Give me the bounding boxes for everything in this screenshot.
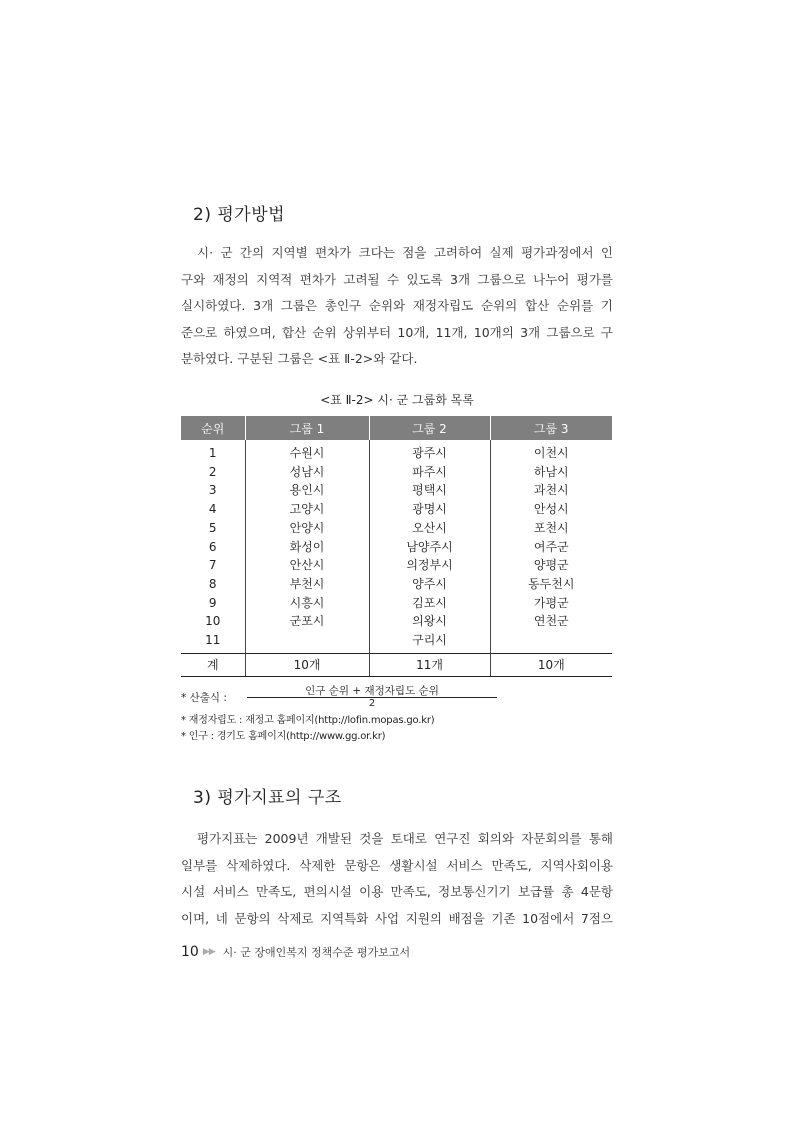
cell-rank: 10	[205, 614, 221, 629]
table-row	[181, 519, 612, 538]
cell-group-2: 오산시	[369, 519, 490, 538]
cell-group-2: 파주시	[369, 463, 490, 482]
table-row	[181, 594, 612, 613]
total-group-2: 11개	[369, 653, 490, 676]
table-row	[181, 538, 612, 557]
cell-group-2: 의왕시	[369, 612, 490, 631]
paragraph-line: 평가지표는 2009년 개발된 것을 토대로 연구진 회의와 자문회의를 통해	[197, 831, 613, 846]
cell-rank: 9	[208, 595, 217, 610]
cell-group-1: 고양시	[245, 500, 369, 519]
cell-group-1: 부천시	[245, 575, 369, 594]
header-group-3: 그룹 3	[490, 416, 612, 440]
cell-group-3: 안성시	[490, 500, 612, 519]
cell-group-3: 가평군	[490, 594, 612, 613]
total-label: 계	[181, 653, 245, 676]
table-row	[181, 556, 612, 575]
paragraph-line: 실시하였다. 3개 그룹은 총인구 순위와 재정자립도 순위의 합산 순위를 기	[181, 298, 613, 313]
group-table	[181, 416, 612, 677]
cell-group-1: 군포시	[245, 612, 369, 631]
double-arrow-icon: ▶▶	[202, 947, 215, 957]
cell-rank: 1	[208, 446, 217, 460]
cell-group-1: 성남시	[245, 463, 369, 482]
source-note-fiscal: * 재정자립도 : 재정고 홈페이지(http://lofin.mopas.go.kr)	[181, 715, 435, 726]
paragraph-line: 준으로 하였으며, 합산 순위 상위부터 10개, 11개, 10개의 3개 그룹으로 구	[181, 324, 613, 340]
cell-group-1: 시흥시	[245, 594, 369, 613]
header-group-2: 그룹 2	[369, 416, 490, 440]
paragraph-line: 분하였다. 구분된 그룹은 <표 Ⅱ-2>와 같다.	[181, 351, 418, 366]
table-row	[181, 440, 612, 463]
cell-group-2: 양주시	[369, 575, 490, 594]
paragraph-indicator-structure	[181, 826, 613, 932]
cell-group-2: 의정부시	[369, 556, 490, 575]
cell-rank: 4	[208, 502, 217, 517]
cell-group-2: 남양주시	[369, 538, 490, 557]
paragraph-line: 시설 서비스 만족도, 편의시설 이용 만족도, 정보통신기기 보급률 총 4문항	[181, 884, 613, 899]
cell-group-3: 여주군	[490, 538, 612, 557]
cell-rank: 8	[208, 576, 217, 591]
table-row	[181, 481, 612, 500]
table-row	[181, 612, 612, 631]
paragraph-line: 이며, 네 문항의 삭제로 지역특화 사업 지원의 배점을 기존 10점에서 7점으	[181, 910, 613, 926]
cell-group-1: 수원시	[245, 440, 369, 463]
cell-group-2: 구리시	[369, 631, 490, 653]
page-number: 10	[181, 944, 199, 960]
formula-label: * 산출식 :	[181, 692, 227, 704]
cell-group-1: 화성이	[245, 538, 369, 557]
total-group-1: 10개	[245, 653, 369, 676]
header-group-1: 그룹 1	[245, 416, 369, 440]
cell-rank: 2	[208, 464, 217, 479]
total-group-3: 10개	[490, 653, 612, 676]
formula-denominator: 2	[368, 698, 376, 709]
table-row	[181, 463, 612, 482]
cell-group-3: 연천군	[490, 612, 612, 631]
cell-group-3: 양평군	[490, 556, 612, 575]
report-title: 시· 군 장애인복지 정책수준 평가보고서	[222, 946, 411, 959]
table-row	[181, 575, 612, 594]
paragraph-line: 구와 재정의 지역적 편차가 고려될 수 있도록 3개 그룹으로 나누어 평가를	[181, 271, 613, 287]
section-heading-evaluation-method: 2) 평가방법	[193, 205, 286, 225]
cell-group-2: 광명시	[369, 500, 490, 519]
cell-group-3: 과천시	[490, 481, 612, 500]
cell-rank: 3	[208, 483, 217, 498]
cell-rank: 5	[208, 520, 217, 535]
table-row	[181, 500, 612, 519]
cell-group-3: 이천시	[490, 440, 612, 463]
cell-group-3: 동두천시	[490, 575, 612, 594]
table-total-row	[181, 653, 612, 676]
header-rank: 순위	[181, 416, 245, 440]
formula-numerator: 인구 순위 + 재정자립도 순위	[305, 685, 439, 697]
paragraph-line: 시· 군 간의 지역별 편차가 크다는 점을 고려하여 실제 평가과정에서 인	[197, 245, 613, 260]
table-caption: <표 Ⅱ-2> 시· 군 그룹화 목록	[320, 393, 474, 407]
cell-group-2: 평택시	[369, 481, 490, 500]
cell-group-3: 하남시	[490, 463, 612, 482]
cell-group-1	[245, 631, 369, 653]
cell-rank: 6	[208, 539, 217, 554]
cell-group-1: 용인시	[245, 481, 369, 500]
table-header-row	[181, 416, 612, 440]
section-heading-indicator-structure: 3) 평가지표의 구조	[193, 788, 342, 808]
page-footer	[181, 944, 410, 960]
cell-group-3: 포천시	[490, 519, 612, 538]
paragraph-evaluation-method	[181, 240, 613, 373]
cell-group-2: 김포시	[369, 594, 490, 613]
paragraph-line: 일부를 삭제하였다. 삭제한 문항은 생활시설 서비스 만족도, 지역사회이용	[181, 857, 613, 873]
cell-group-3	[490, 631, 612, 653]
cell-rank: 7	[208, 558, 217, 573]
source-note-population: * 인구 : 경기도 홈페이지(http://www.gg.or.kr)	[181, 731, 386, 742]
cell-rank: 11	[205, 633, 221, 648]
cell-group-2: 광주시	[369, 440, 490, 463]
cell-group-1: 안양시	[245, 519, 369, 538]
table-row	[181, 631, 612, 653]
cell-group-1: 안산시	[245, 556, 369, 575]
